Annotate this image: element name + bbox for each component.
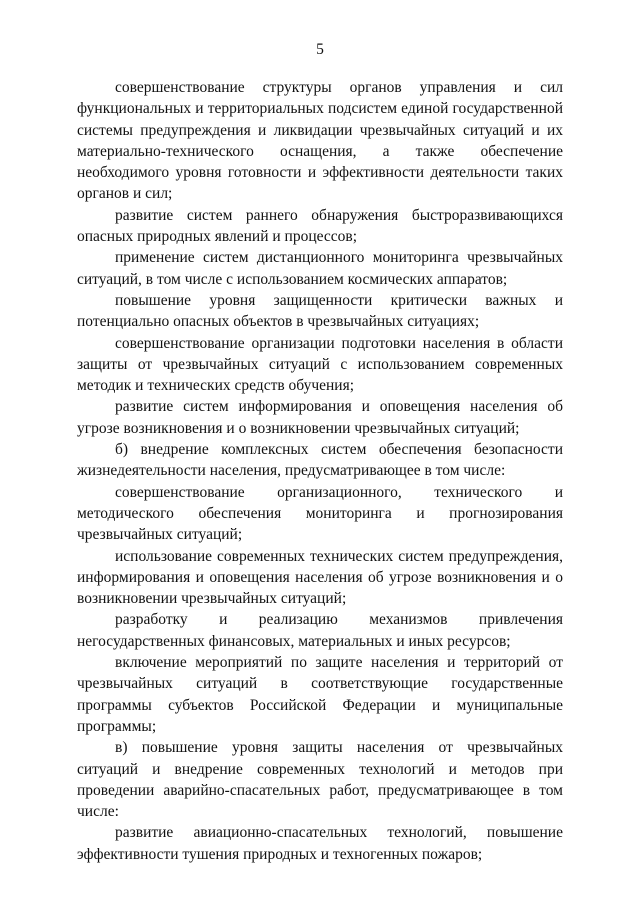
paragraph-4: повышение уровня защищенности критически важных и потенциально опасных объектов в чрезвычайных ситуациях; bbox=[77, 291, 563, 331]
paragraph-10: разработку и реализацию механизмов привлечения негосударственных финансовых, материальных и иных ресурсов; bbox=[77, 611, 563, 650]
paragraph-11: включение мероприятий по защите населения и территорий от чрезвычайных ситуаций в соответствующие государственные программы субъектов Российской Федерации и муниципальные программы; bbox=[77, 654, 563, 735]
paragraph-3: применение систем дистанционного мониторинга чрезвычайных ситуаций, в том числе с использованием космических аппаратов; bbox=[77, 249, 563, 288]
paragraph-7: б) внедрение комплексных систем обеспечения безопасности жизнедеятельности населения, предусматривающее в том числе: bbox=[77, 441, 563, 480]
paragraph-8: совершенствование организационного, технического и методического обеспечения мониторинга и прогнозирования чрезвычайных ситуаций; bbox=[77, 483, 563, 544]
paragraph-12: в) повышение уровня защиты населения от чрезвычайных ситуаций и внедрение современных технологий и методов при проведении аварийно-спасательных работ, предусматривающее в том числе: bbox=[77, 739, 563, 821]
paragraph-2: развитие систем раннего обнаружения быстроразвивающихся опасных природных явлений и процессов; bbox=[77, 206, 563, 246]
page-number: 5 bbox=[316, 41, 324, 58]
paragraph-6: развитие систем информирования и оповещения населения об угрозе возникновения и о возникновении чрезвычайных ситуаций; bbox=[77, 398, 563, 437]
document-body bbox=[77, 77, 563, 865]
paragraph-5: совершенствование организации подготовки населения в области защиты от чрезвычайных ситуаций с использованием современных методик и технических средств обучения; bbox=[77, 334, 563, 395]
paragraph-13: развитие авиационно-спасательных технологий, повышение эффективности тушения природных и техногенных пожаров; bbox=[77, 824, 563, 863]
paragraph-9: использование современных технических систем предупреждения, информирования и оповещения населения об угрозе возникновения и о возникновении чрезвычайных ситуаций; bbox=[77, 547, 563, 608]
paragraph-1: совершенствование структуры органов управления и сил функциональных и территориальных подсистем единой государственной системы предупреждения и ликвидации чрезвычайных ситуаций и их материально-технического оснащения, а также обеспечение необходимого уровня готовности и эффективности деятельности таких органов и сил; bbox=[77, 79, 563, 203]
